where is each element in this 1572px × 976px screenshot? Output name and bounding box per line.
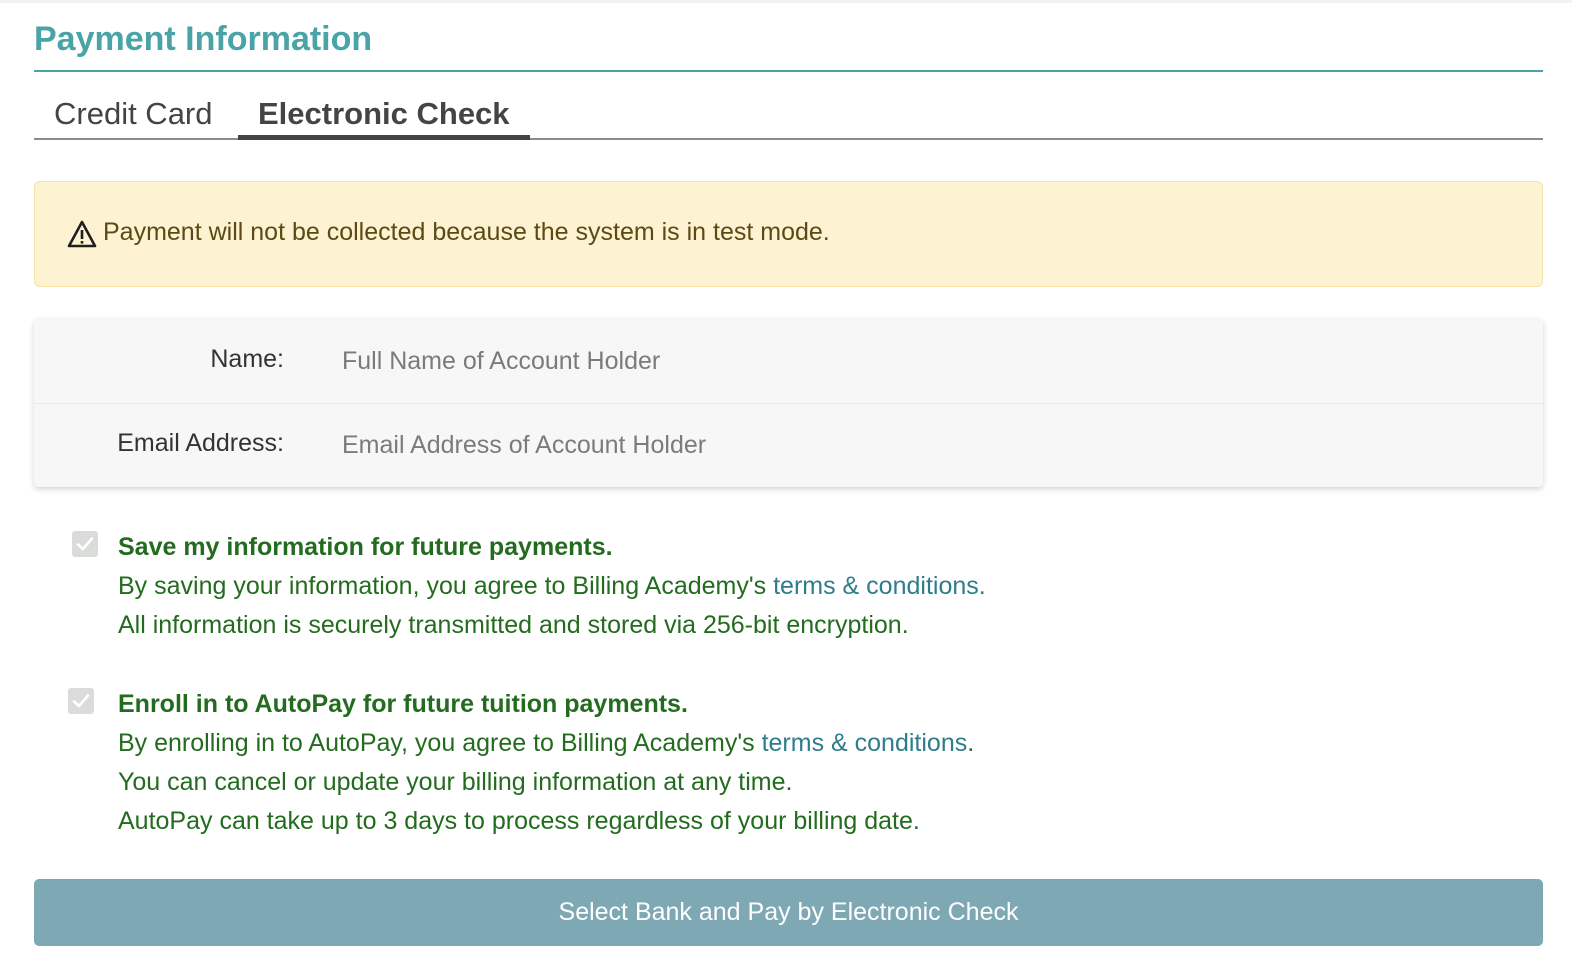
test-mode-alert bbox=[34, 181, 1543, 287]
tab-credit-card[interactable]: Credit Card bbox=[54, 96, 213, 131]
name-row bbox=[34, 319, 1543, 404]
checkmark-icon bbox=[75, 534, 95, 554]
autopay-terms-link[interactable]: terms & conditions bbox=[761, 729, 968, 757]
autopay-terms-line bbox=[118, 724, 974, 763]
email-row bbox=[34, 403, 1543, 487]
account-holder-form bbox=[34, 319, 1543, 487]
save-info-terms-link[interactable]: terms & conditions. bbox=[773, 572, 986, 600]
pay-by-electronic-check-button[interactable]: Select Bank and Pay by Electronic Check bbox=[34, 879, 1543, 946]
save-info-title: Save my information for future payments. bbox=[118, 533, 613, 561]
title-divider bbox=[34, 70, 1543, 72]
tab-electronic-check[interactable]: Electronic Check bbox=[238, 96, 530, 140]
email-label: Email Address: bbox=[117, 429, 284, 457]
checkmark-icon bbox=[71, 691, 91, 711]
autopay-terms-prefix: By enrolling in to AutoPay, you agree to Billing Academy's bbox=[118, 729, 762, 757]
autopay-cancel-line: You can cancel or update your billing information at any time. bbox=[118, 768, 793, 796]
warning-triangle-icon bbox=[67, 220, 97, 248]
autopay-terms-suffix: . bbox=[967, 729, 975, 757]
autopay-checkbox[interactable] bbox=[68, 688, 94, 714]
page-title: Payment Information bbox=[34, 20, 373, 58]
name-input[interactable] bbox=[330, 337, 1510, 385]
name-label: Name: bbox=[210, 345, 284, 373]
top-divider bbox=[0, 0, 1572, 3]
alert-message: Payment will not be collected because the system is in test mode. bbox=[103, 218, 830, 246]
autopay-processing-line: AutoPay can take up to 3 days to process regardless of your billing date. bbox=[118, 807, 920, 835]
autopay-text bbox=[118, 685, 974, 841]
payment-method-tabs bbox=[34, 96, 1543, 140]
save-info-terms-line bbox=[118, 567, 986, 606]
save-info-terms-prefix: By saving your information, you agree to Billing Academy's bbox=[118, 572, 774, 600]
email-input[interactable] bbox=[330, 421, 1510, 469]
autopay-title: Enroll in to AutoPay for future tuition payments. bbox=[118, 690, 688, 718]
save-info-encryption-line: All information is securely transmitted and stored via 256-bit encryption. bbox=[118, 611, 909, 639]
save-info-checkbox[interactable] bbox=[72, 531, 98, 557]
save-info-text bbox=[118, 528, 986, 645]
